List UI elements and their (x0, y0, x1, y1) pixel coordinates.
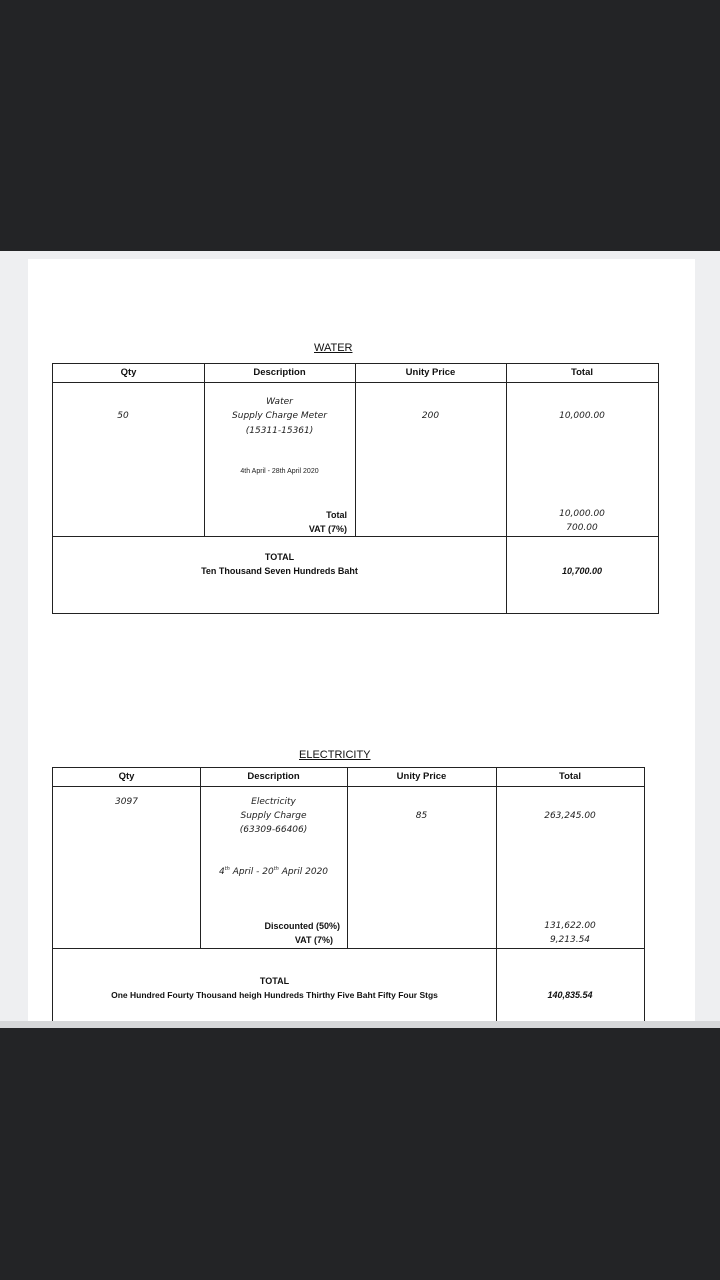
water-title: WATER (314, 342, 353, 354)
electricity-header-total: Total (496, 768, 644, 787)
water-header-description: Description (204, 364, 355, 383)
viewer-bottom-bar (0, 1021, 720, 1028)
electricity-qty: 3097 (115, 797, 138, 807)
electricity-desc-line1: Electricity (251, 797, 296, 807)
water-billing-period: 4th April - 28th April 2020 (240, 468, 319, 475)
electricity-header-unit-price: Unity Price (347, 768, 496, 787)
electricity-discount-label: Discounted (50%) (264, 921, 340, 931)
electricity-grand-total-value: 140,835.54 (547, 990, 593, 1000)
electricity-grand-total-label: TOTAL (259, 976, 290, 986)
water-header-total: Total (506, 364, 658, 383)
electricity-vat-value: 9,213.54 (549, 935, 591, 945)
electricity-line-amount: 263,245.00 (544, 811, 596, 821)
electricity-desc-line3: (63309-66406) (239, 825, 308, 835)
water-line-amount: 10,000.00 (559, 411, 605, 421)
electricity-unit-price: 85 (415, 811, 428, 821)
electricity-vat-label: VAT (7%) (294, 935, 333, 945)
electricity-billing-period: 4th April - 20th April 2020 (218, 866, 329, 877)
water-header-unit-price: Unity Price (355, 364, 506, 383)
water-unit-price: 200 (421, 411, 440, 421)
water-header-qty: Qty (53, 364, 204, 383)
electricity-header-qty: Qty (53, 768, 200, 787)
water-vat-value: 700.00 (566, 523, 598, 533)
water-bill-table (52, 363, 659, 614)
water-subtotal-value: 10,000.00 (559, 509, 605, 519)
water-grand-total-value: 10,700.00 (561, 566, 603, 576)
water-qty: 50 (117, 411, 129, 421)
electricity-header-description: Description (200, 768, 347, 787)
water-desc-line3: (15311-15361) (245, 426, 314, 436)
water-grand-total-label: TOTAL (264, 552, 295, 562)
water-desc-line2: Supply Charge Meter (232, 411, 327, 421)
electricity-title: ELECTRICITY (299, 749, 371, 761)
electricity-bill-table (52, 767, 645, 1028)
water-subtotal-label: Total (326, 510, 347, 520)
electricity-desc-line2: Supply Charge (240, 811, 307, 821)
document-page (28, 259, 695, 1028)
water-desc-line1: Water (266, 397, 293, 407)
electricity-grand-total-words: One Hundred Fourty Thousand heigh Hundreds Thirthy Five Baht Fifty Four Stgs (111, 990, 438, 1000)
water-vat-label: VAT (7%) (308, 524, 347, 534)
electricity-discount-value: 131,622.00 (544, 921, 596, 931)
water-grand-total-words: Ten Thousand Seven Hundreds Baht (201, 566, 358, 576)
